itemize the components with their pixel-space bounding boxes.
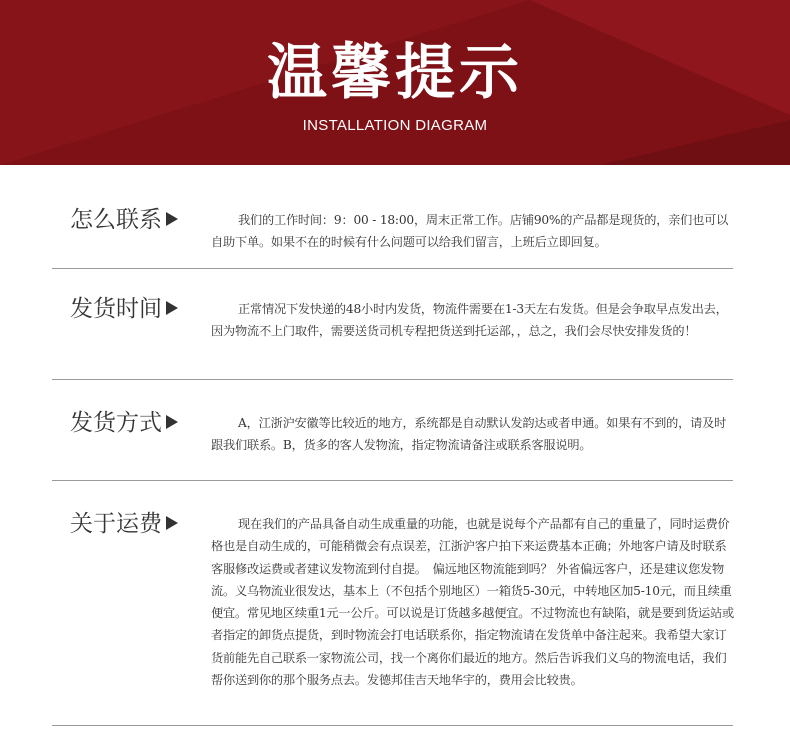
section-heading-text: 发货时间 — [70, 296, 162, 322]
section-heading — [70, 408, 178, 438]
section-heading — [70, 294, 178, 324]
section-heading — [70, 205, 178, 235]
triangle-arrow-icon — [166, 415, 178, 429]
section-body: 我们的工作时间：9：00 - 18:00，周末正常工作。店铺90%的产品都是现货的，亲们也可以自助下单。如果不在的时候有什么问题可以给我们留言，上班后立即回复。 — [211, 213, 729, 250]
section-heading-text: 关于运费 — [70, 511, 162, 537]
divider — [52, 480, 733, 481]
header-banner — [0, 0, 790, 165]
divider — [52, 379, 733, 380]
section-heading-text: 怎么联系 — [70, 207, 162, 233]
divider — [52, 268, 733, 269]
divider — [52, 725, 733, 726]
triangle-arrow-icon — [166, 212, 178, 226]
section-body: A，江浙沪安徽等比较近的地方，系统都是自动默认发韵达或者申通。如果有不到的，请及时跟我们联系。B，货多的客人发物流，指定物流请备注或联系客服说明。 — [211, 416, 727, 453]
section-body: 正常情况下发快递的48小时内发货，物流件需要在1-3天左右发货。但是会争取早点发出去，因为物流不上门取件，需要送货司机专程把货送到托运部，，总之，我们会尽快安排发货的！ — [211, 302, 728, 339]
section-heading — [70, 509, 178, 539]
section-body: 现在我们的产品具备自动生成重量的功能，也就是说每个产品都有自己的重量了，同时运费价格也是自动生成的，可能稍微会有点误差，江浙沪客户拍下来运费基本正确；外地客户请及时联系客服修改运费或者建议发物流到付自提。 偏远地区物流能到吗？ 外省偏远客户，还是建议您发物流。义乌物流业很发达，基本上（不包括个别地区）一箱货5-30元，中转地区加5-10元，而且续重便宜。常见地区续重1元一公斤。可以说是订货越多越便宜。不过物流也有缺陷，就是要到货运站或者指定的卸货点提货，到时物流会打电话联系你，指定物流请在发货单中备注起来。我希望大家订货前能先自己联系一家物流公司，找一个离你们最近的地方。然后告诉我们义乌的物流电话，我们帮你送到你的那个服务点去。发德邦佳吉天地华宇的，费用会比较贵。 — [211, 517, 735, 688]
banner-subtitle: INSTALLATION DIAGRAM — [302, 117, 488, 134]
section-heading-text: 发货方式 — [70, 410, 162, 436]
banner-title: 温馨提示 — [267, 38, 523, 108]
triangle-arrow-icon — [166, 301, 178, 315]
triangle-arrow-icon — [166, 516, 178, 530]
